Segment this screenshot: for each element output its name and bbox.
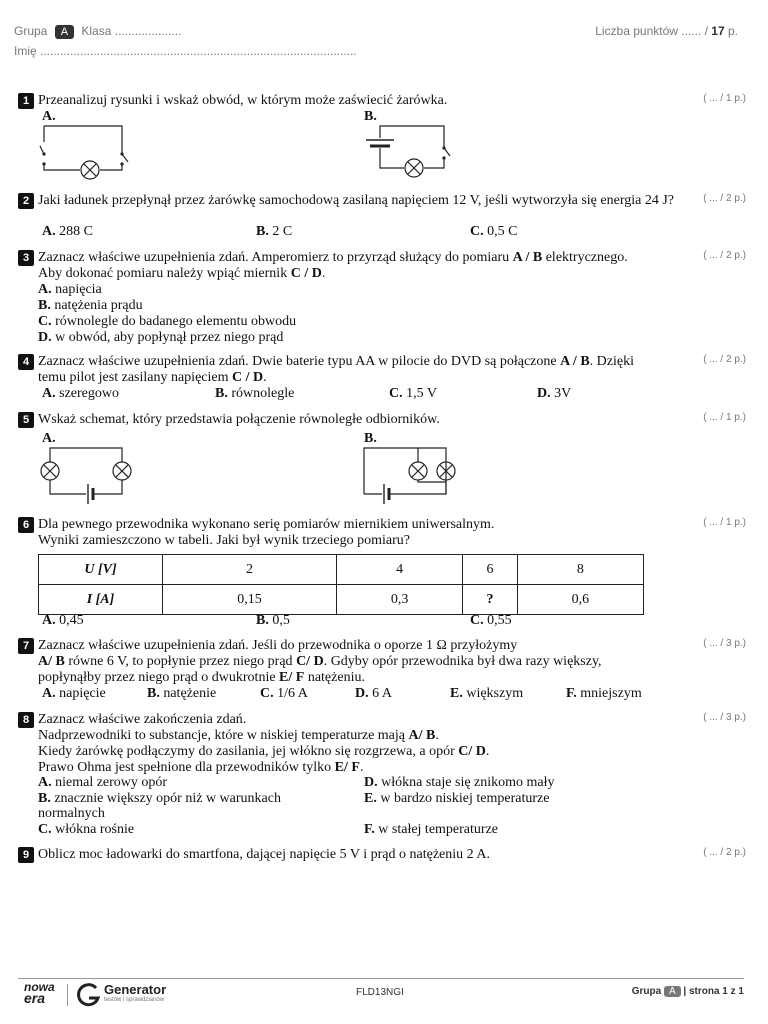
- q3-option-d[interactable]: [38, 330, 283, 346]
- question-4-line-1: [38, 354, 634, 370]
- q7-choice-ef[interactable]: E/ F: [279, 670, 305, 685]
- q6-option-a-letter: A.: [42, 613, 56, 628]
- q6-option-a-text: 0,45: [59, 613, 84, 628]
- table-cell: 6: [463, 555, 518, 585]
- footer-group-badge: A: [664, 986, 681, 997]
- q3-option-a-text: napięcia: [55, 282, 102, 297]
- q7-line3-post: natężeniu.: [304, 670, 365, 685]
- page-indicator: [632, 986, 744, 997]
- q7-choice-ab[interactable]: A/ B: [38, 654, 65, 669]
- q8-option-d[interactable]: [364, 775, 555, 791]
- q2-option-b-letter: B.: [256, 224, 269, 239]
- q4-text-pre: Zaznacz właściwe uzupełnienia zdań. Dwie baterie typu AA w pilocie do DVD są połączone: [38, 354, 561, 369]
- group-badge: A: [55, 25, 74, 39]
- table-cell: 4: [336, 555, 462, 585]
- table-header-current: I [A]: [39, 585, 163, 615]
- q8-option-d-letter: D.: [364, 775, 378, 790]
- q7-option-d-text: 6 A: [372, 686, 392, 701]
- q2-option-b-text: 2 C: [272, 224, 293, 239]
- question-5-text: Wskaż schemat, który przedstawia połączenie równoległe odbiorników.: [38, 412, 440, 427]
- q3-option-a[interactable]: [38, 282, 102, 298]
- footer-page-label: | strona 1 z 1: [683, 986, 744, 997]
- question-7-line-2: [38, 654, 602, 670]
- q3-option-c[interactable]: [38, 314, 296, 330]
- question-8-points: ( ... / 3 p.): [703, 712, 746, 723]
- points-label: Liczba punktów ...... /: [595, 24, 708, 38]
- q1-label-b: B.: [364, 109, 377, 124]
- q4-option-b[interactable]: [215, 386, 294, 402]
- q8-option-b-letter: B.: [38, 791, 51, 806]
- question-3-number: 3: [18, 250, 34, 266]
- q8-option-c-letter: C.: [38, 822, 52, 837]
- q8-line4-pre: Prawo Ohma jest spełnione dla przewodników tylko: [38, 760, 335, 775]
- q7-option-f-text: mniejszym: [580, 686, 642, 701]
- question-8-line-1: Zaznacz właściwe zakończenia zdań.: [38, 712, 247, 727]
- question-9-number: 9: [18, 847, 34, 863]
- question-2-text: Jaki ładunek przepłynął przez żarówkę samochodową zasilaną napięciem 12 V, jeśli wytworzyła się energia 24 J?: [38, 193, 674, 208]
- q8-line2-pre: Nadprzewodniki to substancje, które w niskiej temperaturze mają: [38, 728, 409, 743]
- q8-option-b-text: znacznie większy opór niż w warunkach: [54, 791, 281, 806]
- q8-option-e[interactable]: [364, 791, 549, 807]
- q7-option-a-letter: A.: [42, 686, 56, 701]
- name-field: Imię ...............................................................................................: [14, 44, 357, 58]
- q8-choice-cd[interactable]: C/ D: [458, 744, 486, 759]
- q8-option-a-text: niemal zerowy opór: [55, 775, 168, 790]
- q8-line3-post: .: [485, 744, 490, 759]
- q7-option-f-letter: F.: [566, 686, 577, 701]
- question-3-line-2: [38, 266, 325, 282]
- q3-text-post: elektrycznego.: [542, 250, 628, 265]
- q4-option-c[interactable]: [389, 386, 437, 402]
- q7-choice-cd[interactable]: C/ D: [296, 654, 324, 669]
- q8-option-f-letter: F.: [364, 822, 375, 837]
- q3-option-b-letter: B.: [38, 298, 51, 313]
- q4-option-b-letter: B.: [215, 386, 228, 401]
- question-9-points: ( ... / 2 p.): [703, 847, 746, 858]
- q4-option-d-text: 3V: [554, 386, 572, 401]
- question-8-line-4: [38, 760, 363, 776]
- points-total: 17: [711, 24, 725, 38]
- q3-option-c-letter: C.: [38, 314, 52, 329]
- q7-option-f[interactable]: [566, 686, 642, 702]
- q4-option-d-letter: D.: [537, 386, 551, 401]
- q4-option-d[interactable]: [537, 386, 571, 402]
- question-7-number: 7: [18, 638, 34, 654]
- points-unit: p.: [727, 24, 738, 38]
- table-row: [39, 585, 644, 615]
- q5-label-b: B.: [364, 431, 377, 446]
- q3-text-pre: Zaznacz właściwe uzupełnienia zdań. Amperomierz to przyrząd służący do pomiaru: [38, 250, 513, 265]
- question-4-points: ( ... / 2 p.): [703, 354, 746, 365]
- table-cell: 0,15: [163, 585, 337, 615]
- table-cell: 0,6: [517, 585, 643, 615]
- q6-option-a[interactable]: [42, 613, 84, 629]
- q2-option-a-letter: A.: [42, 224, 56, 239]
- q6-option-c-text: 0,55: [487, 613, 512, 628]
- q1-label-a: A.: [42, 109, 56, 124]
- q2-option-c-letter: C.: [470, 224, 484, 239]
- question-4-line-2: [38, 370, 267, 386]
- q7-option-e[interactable]: [450, 686, 523, 702]
- q3-option-b-text: natężenia prądu: [54, 298, 143, 313]
- question-3-line-1: [38, 250, 628, 266]
- generator-logo: [104, 983, 166, 1004]
- q8-option-b-continued: normalnych: [38, 806, 105, 821]
- q8-option-c[interactable]: [38, 822, 134, 838]
- q6-option-b-text: 0,5: [272, 613, 290, 628]
- q2-option-c-text: 0,5 C: [487, 224, 518, 239]
- points-summary: [595, 24, 738, 38]
- q6-option-b-letter: B.: [256, 613, 269, 628]
- q4-choice-cd[interactable]: C / D: [232, 370, 264, 385]
- q7-option-e-text: większym: [466, 686, 524, 701]
- q4-choice-ab[interactable]: A / B: [560, 354, 590, 369]
- table-header-voltage: U [V]: [39, 555, 163, 585]
- q8-option-c-text: włókna rośnie: [55, 822, 135, 837]
- question-7-points: ( ... / 3 p.): [703, 638, 746, 649]
- table-cell: 2: [163, 555, 337, 585]
- q3-choice-ab[interactable]: A / B: [512, 250, 543, 265]
- q3-option-d-letter: D.: [38, 330, 52, 345]
- q3-choice-cd[interactable]: C / D: [290, 266, 322, 281]
- q4-text-post: . Dzięki: [589, 354, 634, 369]
- q4-option-b-text: równolegle: [231, 386, 295, 401]
- q8-option-b[interactable]: [38, 791, 281, 807]
- q3-option-c-text: równolegle do badanego elementu obwodu: [55, 314, 297, 329]
- q8-line3-pre: Kiedy żarówkę podłączymy do zasilania, jej włókno się rozgrzewa, a opór: [38, 744, 459, 759]
- question-1-points: ( ... / 1 p.): [703, 93, 746, 104]
- q8-choice-ef[interactable]: E/ F: [334, 760, 360, 775]
- q7-option-a[interactable]: [42, 686, 106, 702]
- q8-option-e-letter: E.: [364, 791, 377, 806]
- q8-option-f[interactable]: [364, 822, 498, 838]
- q5-label-a: A.: [42, 431, 56, 446]
- q7-option-c-text: 1/6 A: [277, 686, 308, 701]
- q7-line2-mid: równe 6 V, to popłynie przez niego prąd: [64, 654, 297, 669]
- q2-option-a[interactable]: [42, 224, 93, 240]
- q4-option-a-letter: A.: [42, 386, 56, 401]
- table-cell: 0,3: [336, 585, 462, 615]
- question-9-text: Oblicz moc ładowarki do smartfona, dającej napięcie 5 V i prąd o natężeniu 2 A.: [38, 847, 490, 862]
- q3-line2-post: .: [321, 266, 326, 281]
- question-4-number: 4: [18, 354, 34, 370]
- q6-option-c-letter: C.: [470, 613, 484, 628]
- q7-option-c[interactable]: [260, 686, 308, 702]
- q8-choice-ab[interactable]: A/ B: [408, 728, 436, 743]
- q5-circuit-b: [360, 444, 464, 510]
- q8-option-a-letter: A.: [38, 775, 52, 790]
- q2-option-a-text: 288 C: [59, 224, 93, 239]
- q8-option-a[interactable]: [38, 775, 167, 791]
- q1-circuit-a: [38, 118, 138, 180]
- q7-option-e-letter: E.: [450, 686, 463, 701]
- q4-line2-post: .: [263, 370, 267, 385]
- question-8-line-2: [38, 728, 439, 744]
- nowa-era-logo: [24, 982, 64, 1004]
- table-cell-unknown: ?: [463, 585, 518, 615]
- q8-line4-post: .: [359, 760, 364, 775]
- footer-divider: [18, 978, 744, 979]
- logo-top: nowa: [24, 980, 55, 994]
- question-3-points: ( ... / 2 p.): [703, 250, 746, 261]
- table-cell: 8: [517, 555, 643, 585]
- question-1-number: 1: [18, 93, 34, 109]
- q3-line2-pre: Aby dokonać pomiaru należy wpiąć miernik: [38, 266, 291, 281]
- footer-separator: [67, 984, 68, 1006]
- generator-subtitle: testów i sprawdzianów: [104, 997, 165, 1003]
- question-6-text: Dla pewnego przewodnika wykonano serię pomiarów miernikiem uniwersalnym.: [38, 517, 495, 532]
- q2-option-b[interactable]: [256, 224, 292, 240]
- q7-option-b-text: natężenie: [163, 686, 217, 701]
- generator-logo-icon: [76, 982, 102, 1008]
- question-1-text: Przeanalizuj rysunki i wskaż obwód, w którym może zaświecić żarówka.: [38, 93, 448, 108]
- question-8-line-3: [38, 744, 489, 760]
- q4-option-c-text: 1,5 V: [406, 386, 437, 401]
- q4-option-a[interactable]: [42, 386, 119, 402]
- question-6-number: 6: [18, 517, 34, 533]
- q2-option-c[interactable]: [470, 224, 517, 240]
- q6-option-b[interactable]: [256, 613, 290, 629]
- q7-option-b[interactable]: [147, 686, 216, 702]
- q6-option-c[interactable]: [470, 613, 512, 629]
- group-label: Grupa: [14, 24, 48, 38]
- q8-option-f-text: w stałej temperaturze: [378, 822, 498, 837]
- generator-title: Generator: [104, 982, 167, 997]
- q3-option-d-text: w obwód, aby popłynął przez niego prąd: [55, 330, 284, 345]
- q7-option-c-letter: C.: [260, 686, 274, 701]
- q7-option-b-letter: B.: [147, 686, 160, 701]
- q7-option-d-letter: D.: [355, 686, 369, 701]
- table-row: [39, 555, 644, 585]
- question-7-line-3: [38, 670, 365, 686]
- q7-option-d[interactable]: [355, 686, 392, 702]
- question-6-points: ( ... / 1 p.): [703, 517, 746, 528]
- test-code: FLD13NGI: [356, 987, 404, 998]
- q7-line3-pre: popłynąłby przez niego prąd o dwukrotnie: [38, 670, 280, 685]
- q8-option-d-text: włókna staje się znikomo mały: [381, 775, 555, 790]
- footer-group-label: Grupa: [631, 986, 662, 997]
- class-field: Klasa ....................: [81, 24, 182, 38]
- question-5-number: 5: [18, 412, 34, 428]
- q3-option-a-letter: A.: [38, 282, 52, 297]
- q8-line2-post: .: [435, 728, 439, 743]
- q8-option-e-text: w bardzo niskiej temperaturze: [380, 791, 550, 806]
- question-8-number: 8: [18, 712, 34, 728]
- group-field: [14, 24, 181, 39]
- question-7-line-1: Zaznacz właściwe uzupełnienia zdań. Jeśli do przewodnika o oporze 1 Ω przyłożymy: [38, 638, 518, 653]
- q1-circuit-b: [360, 118, 460, 180]
- logo-bottom: era: [24, 990, 46, 1006]
- q7-option-a-text: napięcie: [59, 686, 106, 701]
- q7-line2-post: . Gdyby opór przewodnika był dwa razy większy,: [323, 654, 602, 669]
- q3-option-b[interactable]: [38, 298, 143, 314]
- q4-line2-pre: temu pilot jest zasilany napięciem: [38, 370, 232, 385]
- question-5-points: ( ... / 1 p.): [703, 412, 746, 423]
- question-6-text-2: Wyniki zamieszczono w tabeli. Jaki był wynik trzeciego pomiaru?: [38, 533, 410, 548]
- q4-option-a-text: szeregowo: [59, 386, 119, 401]
- q5-circuit-a: [36, 444, 140, 510]
- q4-option-c-letter: C.: [389, 386, 403, 401]
- question-2-number: 2: [18, 193, 34, 209]
- question-2-points: ( ... / 2 p.): [703, 193, 746, 204]
- measurement-table: [38, 554, 644, 615]
